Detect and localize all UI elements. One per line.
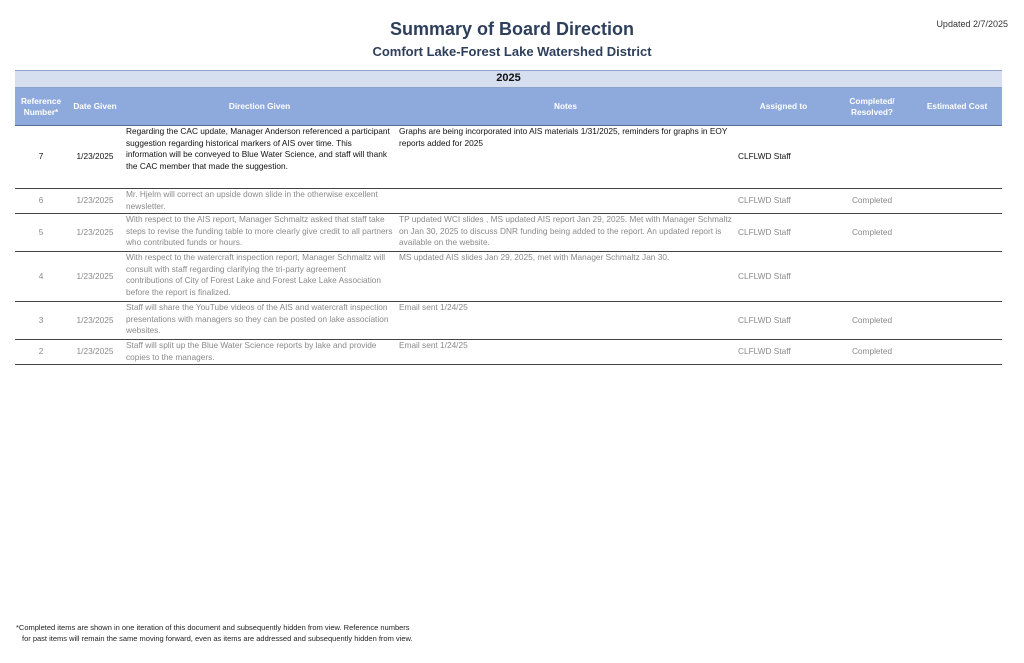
cell-direction: Regarding the CAC update, Manager Anderson referenced a participant suggestion regarding historical markers of AIS over time. This information will be conveyed to Blue Water Science, and staff will thank the CAC member that made the suggestion.: [123, 126, 396, 189]
cell-ref: 2: [15, 340, 67, 365]
cell-direction: Staff will split up the Blue Water Science reports by lake and provide copies to the managers.: [123, 340, 396, 365]
col-header-date: Date Given: [67, 88, 123, 126]
col-header-ref: Reference Number*: [15, 88, 67, 126]
cell-completed: [832, 126, 912, 189]
cell-cost: [912, 189, 1002, 214]
cell-notes: TP updated WCI slides , MS updated AIS report Jan 29, 2025. Met with Manager Schmaltz on Jan 30, 2025 to discuss DNR funding being added to the report. An updated report is available on the website.: [396, 214, 735, 252]
col-header-completed: Completed/ Resolved?: [832, 88, 912, 126]
cell-completed: Completed: [832, 340, 912, 365]
cell-direction: With respect to the watercraft inspection report, Manager Schmaltz will consult with staff regarding clarifying the tri-party agreement contributions of City of Forest Lake and Forest Lake Lake Association before the report is finalized.: [123, 252, 396, 302]
cell-completed: Completed: [832, 302, 912, 340]
cell-date: 1/23/2025: [67, 126, 123, 189]
updated-date: Updated 2/7/2025: [936, 19, 1008, 29]
footnote: [16, 622, 413, 644]
cell-ref: 7: [15, 126, 67, 189]
cell-date: 1/23/2025: [67, 340, 123, 365]
year-header-row: [15, 71, 1002, 88]
col-header-notes: Notes: [396, 88, 735, 126]
cell-ref: 4: [15, 252, 67, 302]
year-label: 2025: [15, 71, 1002, 88]
cell-assigned: CLFLWD Staff: [735, 126, 832, 189]
cell-date: 1/23/2025: [67, 252, 123, 302]
table-row: [15, 340, 1002, 365]
cell-notes: Email sent 1/24/25: [396, 302, 735, 340]
table-row: [15, 252, 1002, 302]
cell-direction: Mr. Hjelm will correct an upside down slide in the otherwise excellent newsletter.: [123, 189, 396, 214]
col-header-cost: Estimated Cost: [912, 88, 1002, 126]
cell-direction: Staff will share the YouTube videos of the AIS and watercraft inspection presentations with managers so they can be posted on lake association websites.: [123, 302, 396, 340]
board-direction-table: [15, 70, 1002, 365]
table-row: [15, 214, 1002, 252]
cell-date: 1/23/2025: [67, 189, 123, 214]
cell-date: 1/23/2025: [67, 302, 123, 340]
cell-assigned: CLFLWD Staff: [735, 340, 832, 365]
cell-notes: [396, 189, 735, 214]
cell-assigned: CLFLWD Staff: [735, 214, 832, 252]
cell-ref: 3: [15, 302, 67, 340]
col-header-assigned: Assigned to: [735, 88, 832, 126]
page-subtitle: Comfort Lake-Forest Lake Watershed District: [372, 44, 652, 59]
col-header-direction: Direction Given: [123, 88, 396, 126]
footnote-line-2: for past items will remain the same moving forward, even as items are addressed and subsequently hidden from view.: [22, 634, 413, 643]
cell-assigned: CLFLWD Staff: [735, 252, 832, 302]
cell-notes: MS updated AIS slides Jan 29, 2025, met with Manager Schmaltz Jan 30.: [396, 252, 735, 302]
cell-completed: Completed: [832, 189, 912, 214]
footnote-line-1: *Completed items are shown in one iteration of this document and subsequently hidden from view. Reference numbers: [16, 623, 410, 632]
cell-cost: [912, 302, 1002, 340]
cell-ref: 6: [15, 189, 67, 214]
cell-assigned: CLFLWD Staff: [735, 302, 832, 340]
cell-cost: [912, 126, 1002, 189]
cell-date: 1/23/2025: [67, 214, 123, 252]
cell-cost: [912, 214, 1002, 252]
column-header-row: [15, 88, 1002, 126]
page-title: Summary of Board Direction: [389, 19, 635, 39]
table-row: [15, 189, 1002, 214]
cell-notes: Email sent 1/24/25: [396, 340, 735, 365]
cell-notes: Graphs are being incorporated into AIS materials 1/31/2025, reminders for graphs in EOY reports added for 2025: [396, 126, 735, 189]
cell-assigned: CLFLWD Staff: [735, 189, 832, 214]
cell-cost: [912, 252, 1002, 302]
table-row: [15, 126, 1002, 189]
cell-ref: 5: [15, 214, 67, 252]
cell-completed: Completed: [832, 214, 912, 252]
cell-direction: With respect to the AIS report, Manager Schmaltz asked that staff take steps to revise the funding table to more clearly give credit to all partners who contributed funds or hours.: [123, 214, 396, 252]
cell-completed: [832, 252, 912, 302]
table-row: [15, 302, 1002, 340]
cell-cost: [912, 340, 1002, 365]
